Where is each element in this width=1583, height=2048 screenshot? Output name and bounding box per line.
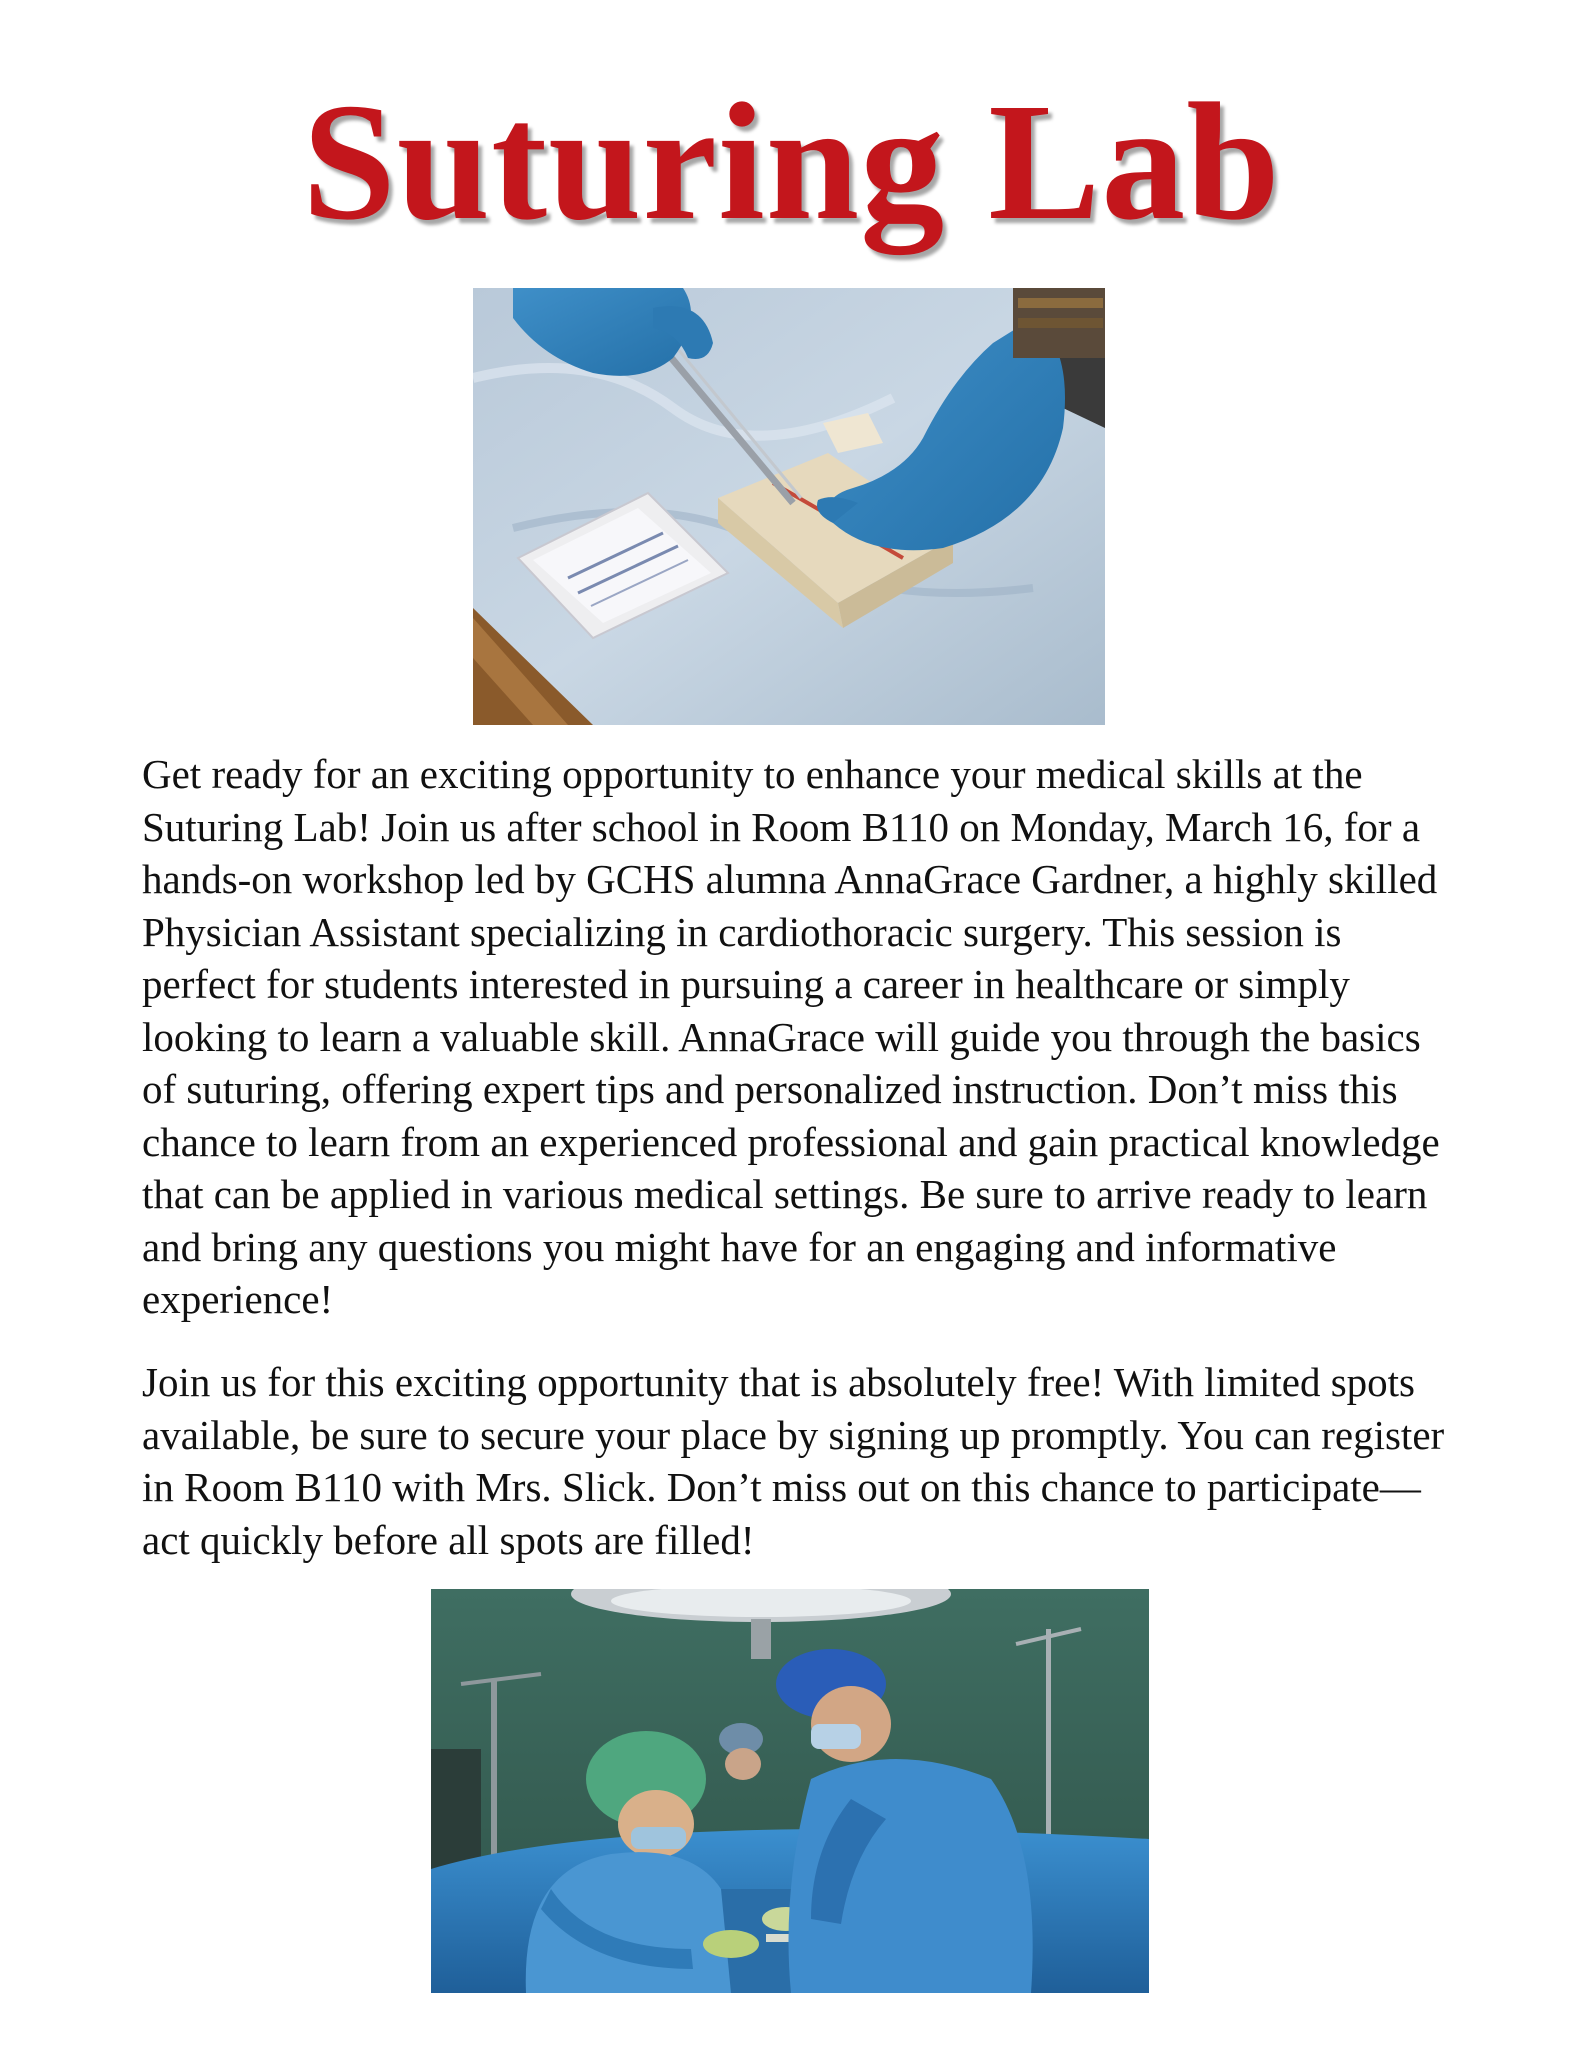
suturing-practice-image — [473, 288, 1105, 725]
description-paragraph: Get ready for an exciting opportunity to enhance your medical skills at the Suturing Lab! Join us after school in Room B110 on Monday, March 16, for a hands-on workshop led by GCHS alumna AnnaGrace Gardner, a highly skilled Physician Assistant specializing in cardiothoracic surgery. This session is perfect for students interested in pursuing a career in healthcare or simply looking to learn a valuable skill. AnnaGrace will guide you through the basics of suturing, offering expert tips and personalized instruction. Don’t miss this chance to learn from an experienced professional and gain practical knowledge that can be applied in various medical settings. Be sure to arrive ready to learn and bring any questions you might have for an engaging and informative experience! — [142, 751, 1440, 1322]
suturing-practice-photo — [473, 288, 1105, 725]
registration-paragraph: Join us for this exciting opportunity that is absolutely free! With limited spots available, be sure to secure your place by signing up promptly. You can register in Room B110 with Mrs. Slick. Don’t miss out on this chance to participate—act quickly before all spots are filled! — [142, 1359, 1445, 1563]
surgery-team-image — [431, 1589, 1149, 1993]
surgery-team-photo — [431, 1589, 1149, 1993]
flyer-title: Suturing Lab — [302, 69, 1281, 255]
